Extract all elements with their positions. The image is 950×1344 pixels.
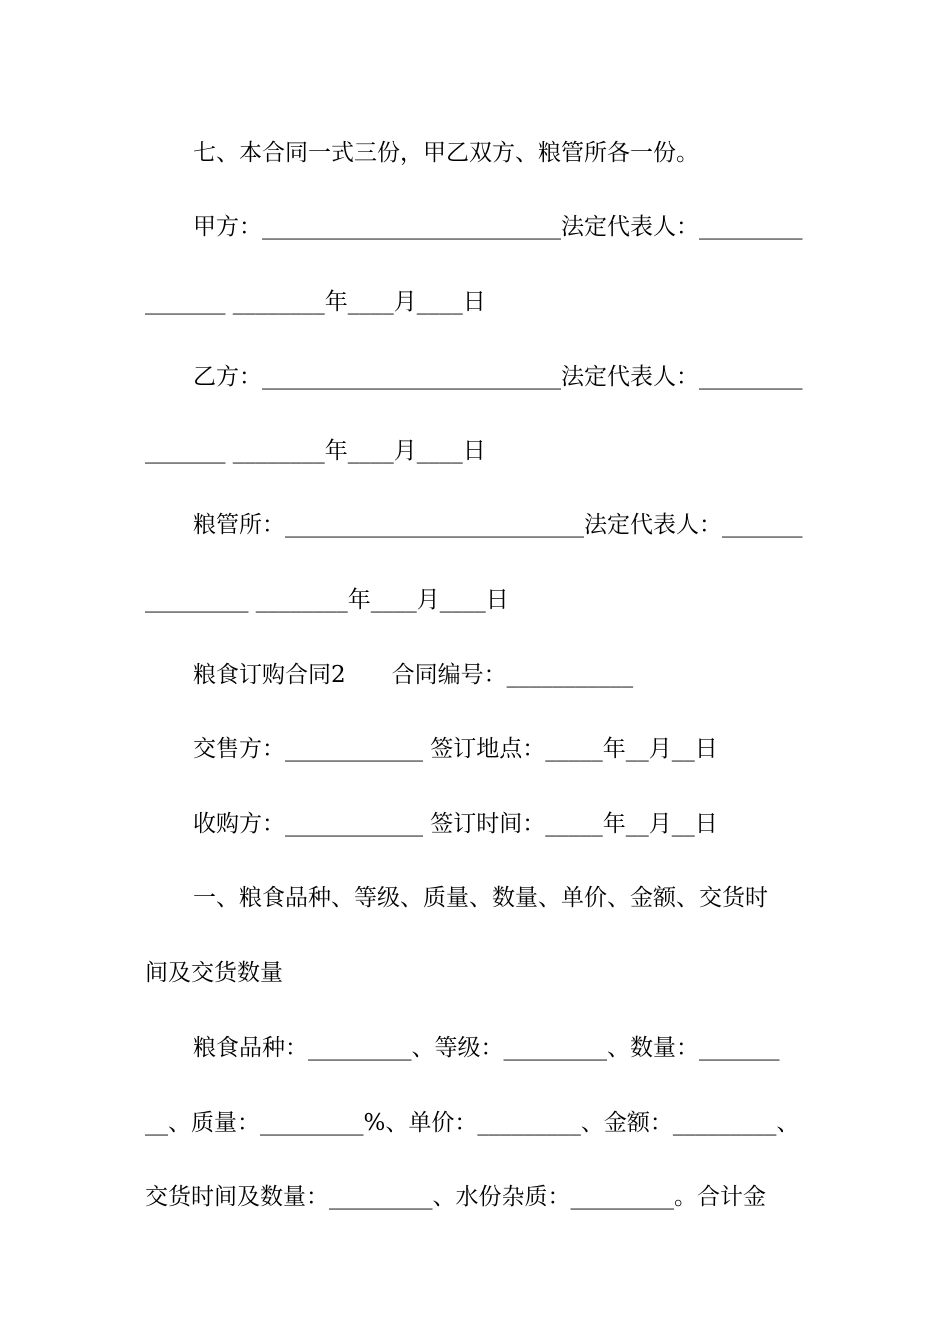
grain-office-signature-line: 粮管所：__________________________法定代表人：_______ xyxy=(193,512,803,538)
grain-details-line-1: 粮食品种：_________、等级：_________、数量：_______ xyxy=(193,1035,780,1061)
buyer-line: 收购方：____________ 签订时间：_____年__月__日 xyxy=(193,811,718,837)
contract-title-number: 粮食订购合同2 合同编号：___________ xyxy=(193,662,634,688)
party-b-date-line: _______ ________年____月____日 xyxy=(145,438,486,464)
section-one-heading-cont: 间及交货数量 xyxy=(145,960,283,986)
grain-details-line-2: __、质量：_________%、单价：_________、金额：_________、 xyxy=(145,1110,800,1136)
seller-line: 交售方：____________ 签订地点：_____年__月__日 xyxy=(193,736,718,762)
section-one-heading: 一、粮食品种、等级、质量、数量、单价、金额、交货时 xyxy=(193,885,768,911)
grain-office-date-line: _________ ________年____月____日 xyxy=(145,587,509,613)
party-a-signature-line: 甲方：__________________________法定代表人：_________ xyxy=(193,214,803,240)
grain-details-line-3: 交货时间及数量：_________、水份杂质：_________。合计金 xyxy=(145,1184,766,1210)
party-a-date-line: _______ ________年____月____日 xyxy=(145,289,486,315)
party-b-signature-line: 乙方：__________________________法定代表人：_________ xyxy=(193,364,803,390)
clause-seven: 七、本合同一式三份，甲乙双方、粮管所各一份。 xyxy=(193,140,699,166)
